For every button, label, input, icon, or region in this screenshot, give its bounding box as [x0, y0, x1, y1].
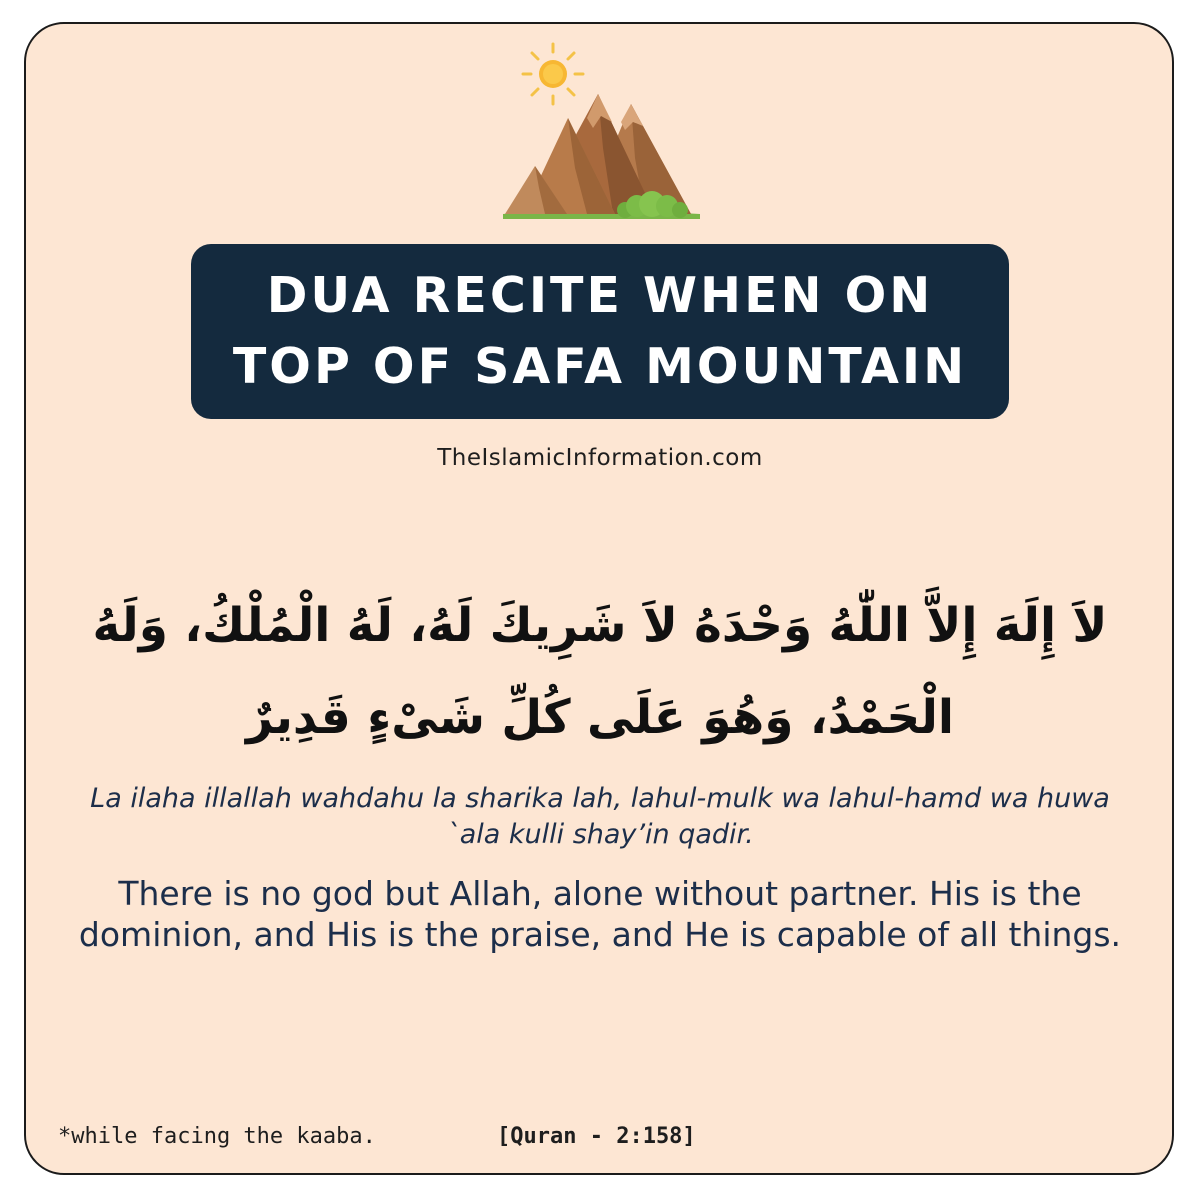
dua-translation: There is no god but Allah, alone without partner. His is the dominion, and His is the praise, and He is capable of all things. [78, 874, 1122, 954]
dua-arabic-text: لاَ إِلَهَ إِلاَّ اللّٰهُ وَحْدَهُ لاَ شَرِيكَ لَهُ، لَهُ الْمُلْكُ، وَلَهُ الْحَمْدُ، وَهُوَ عَلَى كُلِّ شَىْءٍ قَدِيرٌ [92, 598, 1108, 745]
quran-reference: [Quran - 2:158] [497, 1124, 696, 1149]
dua-transliteration: La ilaha illallah wahdahu la sharika lah, lahul-mulk wa lahul-hamd wa huwa `ala kulli shay’in qadir. [90, 783, 1110, 850]
footnote: *while facing the kaaba. [58, 1124, 376, 1149]
title-line-2: TOP OF SAFA MOUNTAIN [232, 338, 968, 395]
website-credit: TheIslamicInformation.com [437, 445, 763, 471]
title-line-1: DUA RECITE WHEN ON [266, 267, 934, 324]
sun-over-mountains-icon [495, 38, 705, 223]
title-banner [191, 244, 1009, 419]
